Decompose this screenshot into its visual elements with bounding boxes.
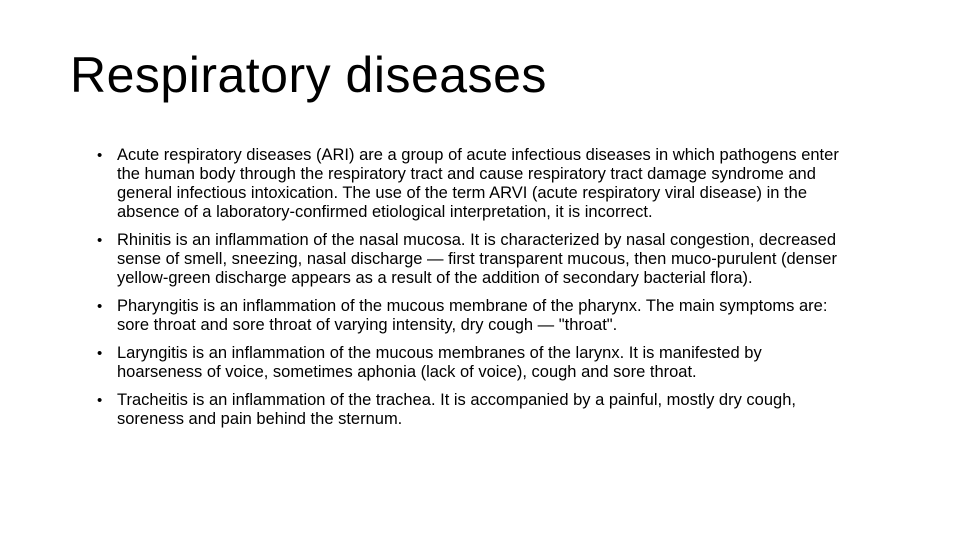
bullet-text: Acute respiratory diseases (ARI) are a group of acute infectious diseases in which pathogens enter the human body through the respiratory tract and cause respiratory tract damage syndrome and general infectious intoxication. The use of the term ARVI (acute respiratory viral disease) in the absence of a laboratory-confirmed etiological interpretation, it is incorrect. — [117, 146, 839, 221]
bullet-item — [96, 344, 848, 382]
bullet-icon: • — [97, 147, 103, 164]
bullet-icon: • — [97, 345, 103, 362]
slide-title: Respiratory diseases — [70, 47, 547, 103]
bullet-icon: • — [97, 232, 103, 249]
bullet-text: Pharyngitis is an inflammation of the mucous membrane of the pharynx. The main symptoms are: sore throat and sore throat of varying intensity, dry cough — "throat". — [117, 297, 828, 334]
bullet-icon: • — [97, 298, 103, 315]
bullet-text: Rhinitis is an inflammation of the nasal mucosa. It is characterized by nasal congestion, decreased sense of smell, sneezing, nasal discharge — first transparent mucous, then muco-purulent (denser yellow-green discharge appears as a result of the addition of secondary bacterial flora). — [117, 231, 837, 287]
bullet-item — [96, 391, 848, 429]
bullet-item — [96, 146, 848, 222]
bullet-icon: • — [97, 392, 103, 409]
bullet-list — [96, 146, 848, 438]
bullet-text: Laryngitis is an inflammation of the mucous membranes of the larynx. It is manifested by hoarseness of voice, sometimes aphonia (lack of voice), cough and sore throat. — [117, 344, 762, 381]
bullet-item — [96, 297, 848, 335]
bullet-item — [96, 231, 848, 288]
bullet-text: Tracheitis is an inflammation of the trachea. It is accompanied by a painful, mostly dry cough, soreness and pain behind the sternum. — [117, 391, 796, 428]
